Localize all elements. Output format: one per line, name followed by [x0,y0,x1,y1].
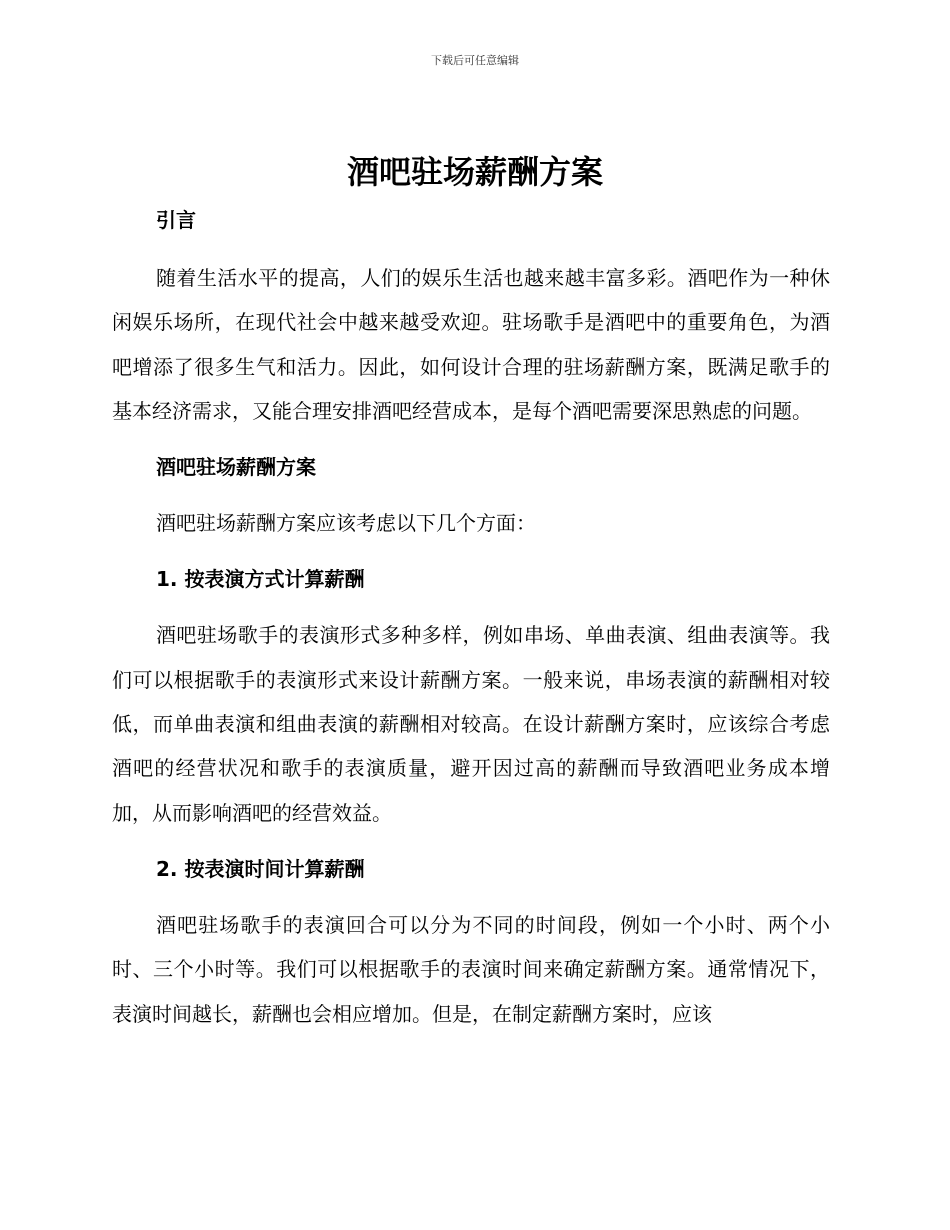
paragraph-by-time: 酒吧驻场歌手的表演回合可以分为不同的时间段，例如一个小时、两个小时、三个小时等。我们可以根据歌手的表演时间来确定薪酬方案。通常情况下，表演时间越长，薪酬也会相应增加。但是，在制定薪酬方案时，应该 [112,912,830,1026]
section-heading-plan: 酒吧驻场薪酬方案 [156,455,316,480]
header-note: 下载后可任意编辑 [431,54,519,67]
paragraph-plan-intro: 酒吧驻场薪酬方案应该考虑以下几个方面： [156,511,536,536]
section-heading-intro: 引言 [156,208,196,232]
paragraph-intro: 随着生活水平的提高，人们的娱乐生活也越来越丰富多彩。酒吧作为一种休闲娱乐场所，在现代社会中越来越受欢迎。驻场歌手是酒吧中的重要角色，为酒吧增添了很多生气和活力。因此，如何设计合理的驻场薪酬方案，既满足歌手的基本经济需求，又能合理安排酒吧经营成本，是每个酒吧需要深思熟虑的问题。 [112,266,830,423]
document-title: 酒吧驻场薪酬方案 [346,153,603,191]
document-body [112,198,830,1036]
paragraph-by-performance: 酒吧驻场歌手的表演形式多种多样，例如串场、单曲表演、组曲表演等。我们可以根据歌手的表演形式来设计薪酬方案。一般来说，串场表演的薪酬相对较低，而单曲表演和组曲表演的薪酬相对较高。在设计薪酬方案时，应该综合考虑酒吧的经营状况和歌手的表演质量，避开因过高的薪酬而导致酒吧业务成本增加，从而影响酒吧的经营效益。 [112,623,830,825]
section-heading-by-performance: 1. 按表演方式计算薪酬 [156,567,365,592]
section-heading-by-time: 2. 按表演时间计算薪酬 [156,856,365,881]
